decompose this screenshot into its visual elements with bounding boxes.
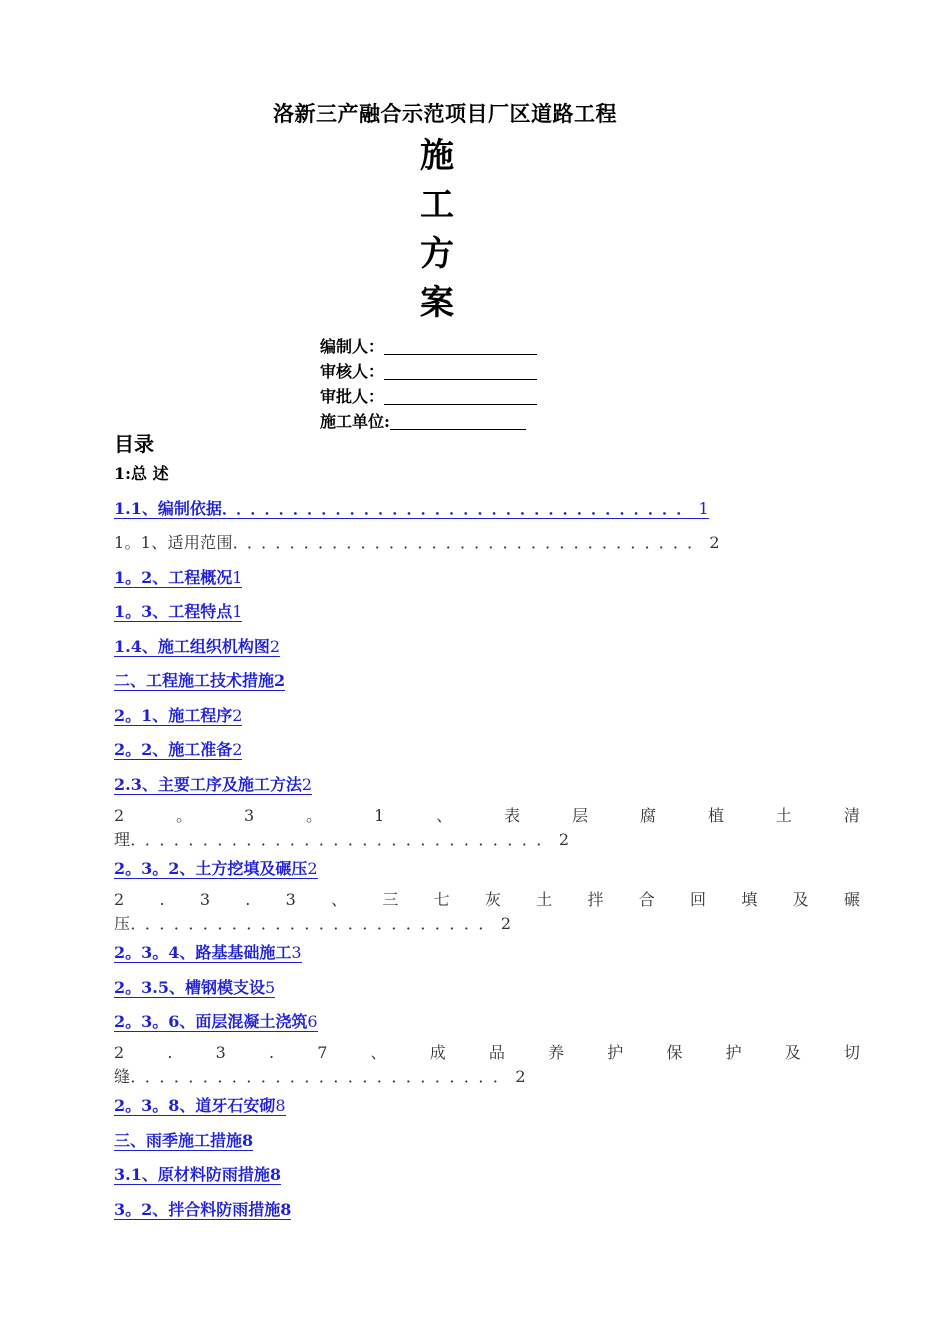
signature-label: 编制人： xyxy=(320,337,385,356)
toc-entry-link[interactable]: 2。3。6、面层混凝土浇筑6 xyxy=(114,1012,318,1031)
signature-row-approver xyxy=(320,382,537,407)
toc-entry xyxy=(114,804,860,852)
toc-entry-link[interactable]: 2。3.5、槽钢模支设5 xyxy=(114,978,276,997)
toc-entry-continuation: 理．．．．．．．．．．．．．．．．．．．．．．．．．．．．．2 xyxy=(114,830,570,849)
toc-entry-link[interactable]: 2.3、主要工序及施工方法2 xyxy=(114,775,313,794)
signature-label: 施工单位: xyxy=(320,412,390,431)
signature-row-contractor xyxy=(320,407,537,432)
toc-entry-link[interactable]: 3。2、拌合料防雨措施8 xyxy=(114,1200,292,1219)
document-title xyxy=(420,132,470,328)
toc-entry-link[interactable]: 1。2、工程概况1 xyxy=(114,568,243,587)
signature-line xyxy=(384,390,537,405)
toc-entry-link[interactable]: 1。3、工程特点1 xyxy=(114,602,243,621)
toc-heading: 目录 xyxy=(114,432,154,456)
toc-entry xyxy=(114,888,860,936)
toc-entry-text: 1.1、编制依据．．．．．．．．．．．．．．．．．．．．．．．．．．．．．．．．．1 xyxy=(114,499,709,518)
signature-label: 审核人： xyxy=(320,362,385,381)
toc-entry-link[interactable]: 1.4、施工组织机构图2 xyxy=(114,637,281,656)
title-char: 案 xyxy=(420,283,454,323)
signature-label: 审批人： xyxy=(320,387,385,406)
title-char: 方 xyxy=(420,234,454,274)
toc-entry-link[interactable]: 2。3。4、路基基础施工3 xyxy=(114,943,302,962)
toc-entry-link[interactable]: 2。3。2、土方挖填及碾压2 xyxy=(114,859,318,878)
signature-line xyxy=(384,340,537,355)
toc-section-overview: 1:总 述 xyxy=(114,464,169,483)
toc-entry-link[interactable]: 2。2、施工准备2 xyxy=(114,740,243,759)
signature-block xyxy=(320,332,537,432)
toc-entry-continuation: 压．．．．．．．．．．．．．．．．．．．．．．．．．2 xyxy=(114,914,512,933)
toc-entry-justified-line: 2 . 3 . 3 、 三 七 灰 土 拌 合 回 填 及 碾 xyxy=(114,890,860,909)
toc-entry-link[interactable]: 2。1、施工程序2 xyxy=(114,706,243,725)
toc-entry xyxy=(114,1041,860,1089)
toc-entry-justified-line: 2 。 3 。 1 、 表 层 腐 植 土 清 xyxy=(114,806,860,825)
signature-line xyxy=(390,415,526,430)
toc-entry-continuation: 缝．．．．．．．．．．．．．．．．．．．．．．．．．．2 xyxy=(114,1067,526,1086)
toc-entry: 1。1、适用范围．．．．．．．．．．．．．．．．．．．．．．．．．．．．．．．．．2 xyxy=(114,533,720,552)
toc-entry-link[interactable]: 三、雨季施工措施8 xyxy=(114,1131,254,1150)
title-char: 施 xyxy=(420,136,454,176)
signature-row-reviewer xyxy=(320,357,537,382)
toc-entry-justified-line: 2 . 3 . 7 、 成 品 养 护 保 护 及 切 xyxy=(114,1043,860,1062)
toc-entry-link[interactable]: 二、工程施工技术措施2 xyxy=(114,671,286,690)
signature-line xyxy=(384,365,537,380)
toc-entry-link[interactable] xyxy=(114,496,709,519)
toc-entry-link[interactable]: 3.1、原材料防雨措施8 xyxy=(114,1165,281,1184)
title-char: 工 xyxy=(420,185,454,225)
signature-row-editor xyxy=(320,332,537,357)
project-title: 洛新三产融合示范项目厂区道路工程 xyxy=(273,101,617,126)
toc-entry-link[interactable]: 2。3。8、道牙石安砌8 xyxy=(114,1096,286,1115)
